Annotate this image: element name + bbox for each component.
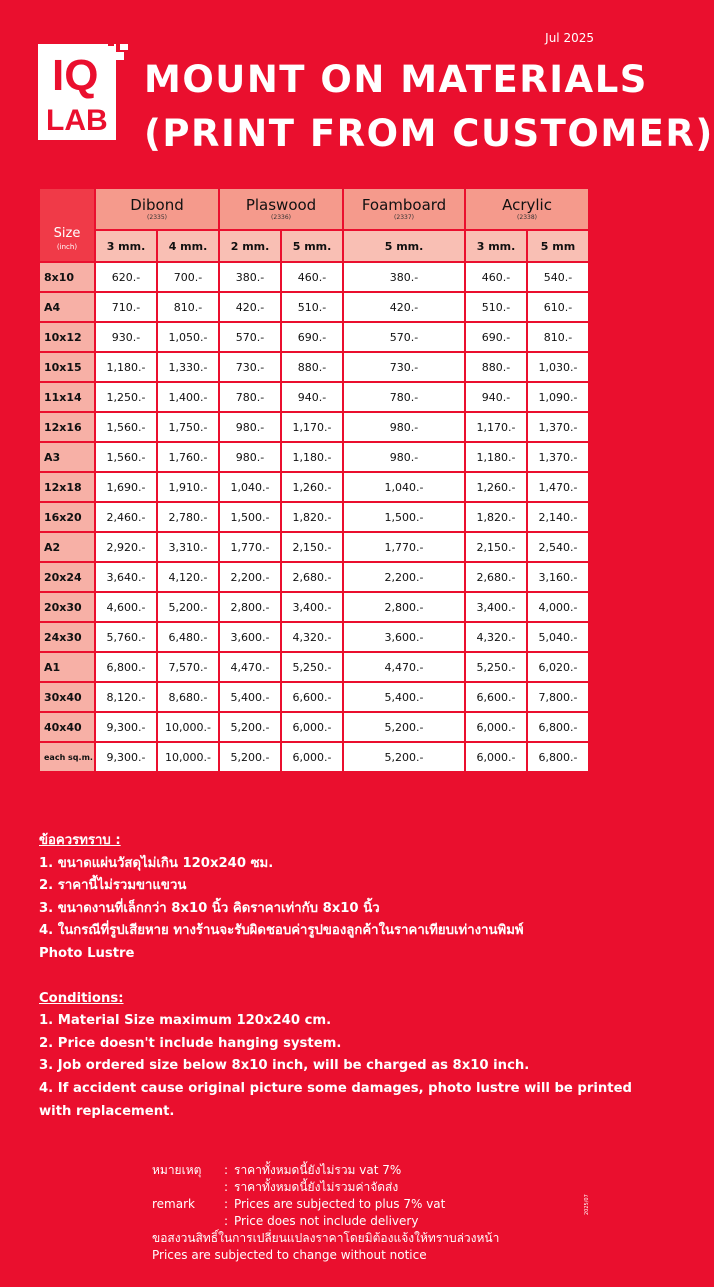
price-cell: 980.- xyxy=(219,412,281,442)
price-cell: 4,000.- xyxy=(527,592,589,622)
title-line-2: (PRINT FROM CUSTOMER) xyxy=(144,112,714,155)
size-cell: 12x16 xyxy=(39,412,95,442)
price-cell: 540.- xyxy=(527,262,589,292)
conditions-item: 3. Job ordered size below 8x10 inch, will be charged as 8x10 inch. xyxy=(39,1058,530,1074)
price-cell: 6,020.- xyxy=(527,652,589,682)
table-row xyxy=(39,742,589,772)
thickness-header: 2 mm. xyxy=(219,230,281,262)
notes-section xyxy=(39,830,632,1123)
size-cell: A2 xyxy=(39,532,95,562)
date-label: Jul 2025 xyxy=(545,31,594,45)
price-cell: 730.- xyxy=(219,352,281,382)
table-row xyxy=(39,352,589,382)
conditions-item: 2. Price doesn't include hanging system. xyxy=(39,1035,342,1051)
price-cell: 1,180.- xyxy=(465,442,527,472)
price-cell: 1,040.- xyxy=(219,472,281,502)
price-cell: 1,050.- xyxy=(157,322,219,352)
price-cell: 6,000.- xyxy=(281,712,343,742)
price-cell: 780.- xyxy=(343,382,465,412)
price-cell: 5,200.- xyxy=(157,592,219,622)
price-cell: 2,800.- xyxy=(219,592,281,622)
price-cell: 1,040.- xyxy=(343,472,465,502)
price-cell: 8,680.- xyxy=(157,682,219,712)
material-header-dibond: Dibond (2335) xyxy=(95,188,219,230)
notes-th-item: 3. ขนาดงานที่เล็กกว่า 8x10 นิ้ว คิดราคาเท่ากับ 8x10 นิ้ว xyxy=(39,900,380,916)
price-cell: 4,320.- xyxy=(281,622,343,652)
price-cell: 1,560.- xyxy=(95,412,157,442)
price-cell: 9,300.- xyxy=(95,712,157,742)
price-table-body xyxy=(39,262,589,772)
price-cell: 1,770.- xyxy=(343,532,465,562)
price-cell: 1,470.- xyxy=(527,472,589,502)
table-row xyxy=(39,622,589,652)
table-row xyxy=(39,382,589,412)
logo-line2: LAB xyxy=(46,104,108,137)
price-cell: 1,500.- xyxy=(343,502,465,532)
price-cell: 5,200.- xyxy=(343,712,465,742)
material-header-foamboard: Foamboard (2337) xyxy=(343,188,465,230)
price-cell: 380.- xyxy=(343,262,465,292)
size-cell: 10x15 xyxy=(39,352,95,382)
price-cell: 5,200.- xyxy=(219,712,281,742)
price-cell: 3,400.- xyxy=(465,592,527,622)
price-cell: 1,820.- xyxy=(281,502,343,532)
price-cell: 460.- xyxy=(281,262,343,292)
table-row xyxy=(39,472,589,502)
price-cell: 1,250.- xyxy=(95,382,157,412)
table-row xyxy=(39,532,589,562)
price-cell: 380.- xyxy=(219,262,281,292)
price-cell: 1,760.- xyxy=(157,442,219,472)
price-cell: 6,800.- xyxy=(95,652,157,682)
price-cell: 6,800.- xyxy=(527,742,589,772)
price-cell: 5,760.- xyxy=(95,622,157,652)
title-line-1: MOUNT ON MATERIALS xyxy=(144,58,648,101)
price-cell: 510.- xyxy=(465,292,527,322)
price-table xyxy=(38,187,590,773)
price-cell: 4,120.- xyxy=(157,562,219,592)
price-cell: 2,150.- xyxy=(281,532,343,562)
price-cell: 1,030.- xyxy=(527,352,589,382)
price-cell: 1,180.- xyxy=(95,352,157,382)
thickness-header: 5 mm. xyxy=(281,230,343,262)
size-cell: 16x20 xyxy=(39,502,95,532)
price-cell: 940.- xyxy=(281,382,343,412)
price-cell: 1,260.- xyxy=(465,472,527,502)
price-cell: 3,160.- xyxy=(527,562,589,592)
price-cell: 5,250.- xyxy=(281,652,343,682)
price-cell: 1,170.- xyxy=(465,412,527,442)
price-cell: 7,570.- xyxy=(157,652,219,682)
price-cell: 3,310.- xyxy=(157,532,219,562)
remarks-section: หมายเหตุ : ราคาทั้งหมดนี้ยังไม่รวม vat 7% : ราคาทั้งหมดนี้ยังไม่รวมค่าจัดส่ง remark : Prices are subjected to plus 7% vat : Price does not include delivery ขอสงวนสิทธิ์ในการเปลี่ยนแปลงราคาโดยมิต้องแจ้งให้ทราบล่วงหน้า Prices are subjected to change without notice xyxy=(152,1163,500,1262)
price-cell: 1,170.- xyxy=(281,412,343,442)
price-cell: 730.- xyxy=(343,352,465,382)
price-cell: 1,820.- xyxy=(465,502,527,532)
price-cell: 1,400.- xyxy=(157,382,219,412)
size-cell: 8x10 xyxy=(39,262,95,292)
notes-th-item: Photo Lustre xyxy=(39,945,135,961)
price-cell: 1,370.- xyxy=(527,412,589,442)
price-cell: 6,600.- xyxy=(281,682,343,712)
thickness-header: 5 mm xyxy=(527,230,589,262)
price-cell: 1,500.- xyxy=(219,502,281,532)
price-cell: 2,920.- xyxy=(95,532,157,562)
price-cell: 2,680.- xyxy=(465,562,527,592)
table-row xyxy=(39,712,589,742)
size-cell: 40x40 xyxy=(39,712,95,742)
price-cell: 940.- xyxy=(465,382,527,412)
size-column-header: Size (inch) xyxy=(39,188,95,262)
price-cell: 5,400.- xyxy=(343,682,465,712)
remark-line: Prices are subjected to plus 7% vat xyxy=(234,1197,446,1211)
price-cell: 420.- xyxy=(219,292,281,322)
price-cell: 8,120.- xyxy=(95,682,157,712)
iq-lab-logo xyxy=(38,44,128,140)
price-cell: 2,200.- xyxy=(343,562,465,592)
footer-en: Prices are subjected to change without notice xyxy=(152,1248,427,1262)
table-row xyxy=(39,292,589,322)
conditions-item: with replacement. xyxy=(39,1103,175,1119)
price-cell: 3,600.- xyxy=(219,622,281,652)
notes-th-item: 1. ขนาดแผ่นวัสดุไม่เกิน 120x240 ซม. xyxy=(39,855,274,871)
thickness-header: 3 mm. xyxy=(465,230,527,262)
size-cell: 30x40 xyxy=(39,682,95,712)
thickness-header: 5 mm. xyxy=(343,230,465,262)
price-cell: 460.- xyxy=(465,262,527,292)
table-row xyxy=(39,262,589,292)
price-cell: 10,000.- xyxy=(157,712,219,742)
price-cell: 6,000.- xyxy=(465,712,527,742)
price-cell: 4,470.- xyxy=(343,652,465,682)
logo-line1: IQ xyxy=(52,51,99,100)
material-header-plaswood: Plaswood (2336) xyxy=(219,188,343,230)
table-row xyxy=(39,442,589,472)
price-cell: 5,040.- xyxy=(527,622,589,652)
price-cell: 9,300.- xyxy=(95,742,157,772)
size-cell: 11x14 xyxy=(39,382,95,412)
price-cell: 7,800.- xyxy=(527,682,589,712)
notes-th-heading: ข้อควรทราบ : xyxy=(39,833,121,848)
size-cell: each sq.m. xyxy=(39,742,95,772)
price-cell: 980.- xyxy=(343,412,465,442)
price-cell: 1,090.- xyxy=(527,382,589,412)
price-cell: 1,260.- xyxy=(281,472,343,502)
size-cell: A1 xyxy=(39,652,95,682)
size-cell: 20x30 xyxy=(39,592,95,622)
remark-line: Price does not include delivery xyxy=(234,1214,419,1228)
price-cell: 5,400.- xyxy=(219,682,281,712)
remark-line: ราคาทั้งหมดนี้ยังไม่รวมค่าจัดส่ง xyxy=(234,1180,399,1194)
price-cell: 5,250.- xyxy=(465,652,527,682)
thickness-header: 3 mm. xyxy=(95,230,157,262)
table-row xyxy=(39,592,589,622)
table-row xyxy=(39,502,589,532)
price-cell: 2,200.- xyxy=(219,562,281,592)
table-row xyxy=(39,562,589,592)
price-cell: 570.- xyxy=(219,322,281,352)
price-cell: 880.- xyxy=(281,352,343,382)
version-code: 2025/07 xyxy=(584,1194,590,1215)
price-cell: 2,680.- xyxy=(281,562,343,592)
table-row xyxy=(39,652,589,682)
price-cell: 4,320.- xyxy=(465,622,527,652)
price-cell: 1,770.- xyxy=(219,532,281,562)
price-cell: 1,750.- xyxy=(157,412,219,442)
size-cell: 12x18 xyxy=(39,472,95,502)
conditions-item: 4. If accident cause original picture some damages, photo lustre will be printed xyxy=(39,1080,632,1096)
price-cell: 3,640.- xyxy=(95,562,157,592)
price-cell: 510.- xyxy=(281,292,343,322)
price-cell: 980.- xyxy=(219,442,281,472)
price-cell: 2,540.- xyxy=(527,532,589,562)
price-cell: 6,600.- xyxy=(465,682,527,712)
price-cell: 810.- xyxy=(157,292,219,322)
size-cell: A3 xyxy=(39,442,95,472)
price-cell: 2,460.- xyxy=(95,502,157,532)
table-row xyxy=(39,322,589,352)
price-cell: 1,910.- xyxy=(157,472,219,502)
price-cell: 710.- xyxy=(95,292,157,322)
price-cell: 930.- xyxy=(95,322,157,352)
price-cell: 1,180.- xyxy=(281,442,343,472)
remark-line: ราคาทั้งหมดนี้ยังไม่รวม vat 7% xyxy=(234,1163,402,1177)
size-cell: 24x30 xyxy=(39,622,95,652)
page-title xyxy=(144,53,714,161)
price-cell: 700.- xyxy=(157,262,219,292)
price-cell: 780.- xyxy=(219,382,281,412)
conditions-heading: Conditions: xyxy=(39,990,124,1006)
price-cell: 1,370.- xyxy=(527,442,589,472)
thickness-header: 4 mm. xyxy=(157,230,219,262)
remark-label-en: remark xyxy=(152,1197,195,1211)
price-cell: 1,560.- xyxy=(95,442,157,472)
price-cell: 4,470.- xyxy=(219,652,281,682)
price-cell: 570.- xyxy=(343,322,465,352)
conditions-item: 1. Material Size maximum 120x240 cm. xyxy=(39,1013,332,1029)
price-cell: 810.- xyxy=(527,322,589,352)
price-cell: 3,600.- xyxy=(343,622,465,652)
price-cell: 6,000.- xyxy=(281,742,343,772)
notes-th-item: 4. ในกรณีที่รูปเสียหาย ทางร้านจะรับผิดชอบค่ารูปของลูกค้าในราคาเทียบเท่างานพิมพ์ xyxy=(39,923,524,939)
price-cell: 2,780.- xyxy=(157,502,219,532)
price-cell: 690.- xyxy=(465,322,527,352)
price-cell: 1,690.- xyxy=(95,472,157,502)
price-cell: 2,140.- xyxy=(527,502,589,532)
size-cell: 20x24 xyxy=(39,562,95,592)
table-row xyxy=(39,682,589,712)
size-cell: A4 xyxy=(39,292,95,322)
price-cell: 620.- xyxy=(95,262,157,292)
price-cell: 4,600.- xyxy=(95,592,157,622)
price-cell: 2,800.- xyxy=(343,592,465,622)
price-cell: 5,200.- xyxy=(343,742,465,772)
price-cell: 610.- xyxy=(527,292,589,322)
price-cell: 3,400.- xyxy=(281,592,343,622)
price-cell: 880.- xyxy=(465,352,527,382)
price-cell: 6,000.- xyxy=(465,742,527,772)
notes-th-item: 2. ราคานี้ไม่รวมขาแขวน xyxy=(39,878,187,894)
price-cell: 690.- xyxy=(281,322,343,352)
footer-th: ขอสงวนสิทธิ์ในการเปลี่ยนแปลงราคาโดยมิต้องแจ้งให้ทราบล่วงหน้า xyxy=(152,1231,500,1245)
price-cell: 420.- xyxy=(343,292,465,322)
price-cell: 5,200.- xyxy=(219,742,281,772)
price-cell: 6,480.- xyxy=(157,622,219,652)
material-header-acrylic: Acrylic (2338) xyxy=(465,188,589,230)
size-cell: 10x12 xyxy=(39,322,95,352)
price-cell: 2,150.- xyxy=(465,532,527,562)
price-cell: 980.- xyxy=(343,442,465,472)
price-cell: 10,000.- xyxy=(157,742,219,772)
remark-label-th: หมายเหตุ xyxy=(152,1163,202,1177)
price-cell: 1,330.- xyxy=(157,352,219,382)
price-cell: 6,800.- xyxy=(527,712,589,742)
table-row xyxy=(39,412,589,442)
